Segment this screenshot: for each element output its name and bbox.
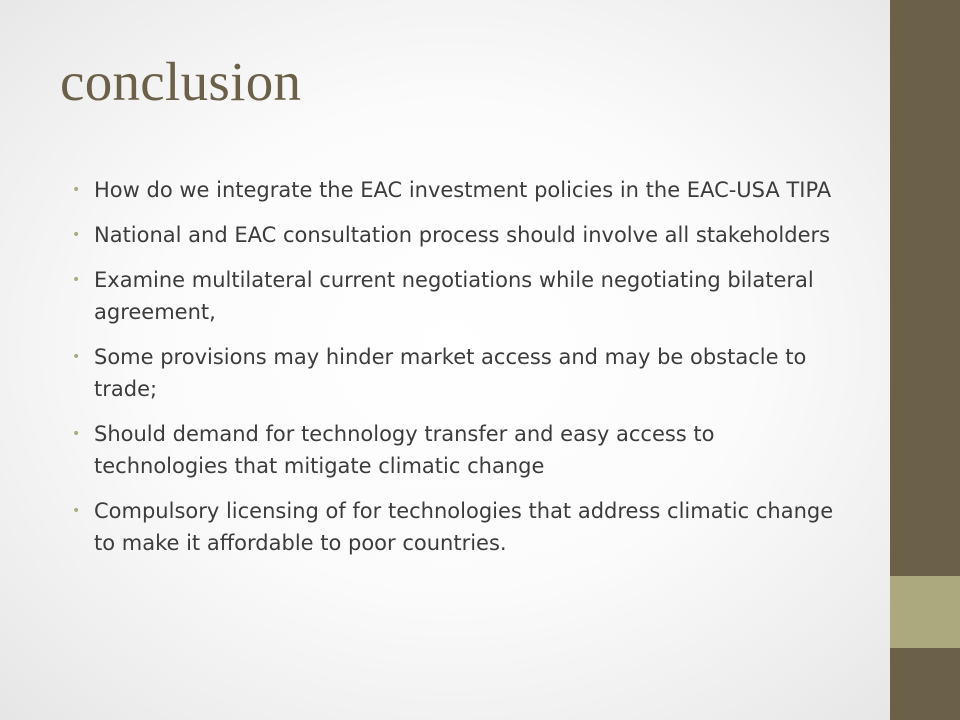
slide-title: conclusion bbox=[60, 51, 302, 112]
bullet-item bbox=[72, 418, 842, 482]
bullet-text: Compulsory licensing of for technologies that address climatic change to make it affordable to poor countries. bbox=[94, 499, 834, 555]
bullet-icon: • bbox=[72, 349, 81, 365]
sidebar-accent-band bbox=[890, 576, 960, 648]
bullet-icon: • bbox=[72, 227, 81, 243]
bullet-item bbox=[72, 264, 842, 328]
bullet-list bbox=[72, 174, 842, 572]
bullet-icon: • bbox=[72, 426, 81, 442]
bullet-icon: • bbox=[72, 503, 81, 519]
bullet-text: Examine multilateral current negotiations while negotiating bilateral agreement, bbox=[94, 268, 814, 324]
decorative-sidebar bbox=[890, 0, 960, 720]
bullet-text: National and EAC consultation process should involve all stakeholders bbox=[94, 223, 831, 247]
bullet-text: Should demand for technology transfer and easy access to technologies that mitigate climatic change bbox=[94, 422, 715, 478]
bullet-icon: • bbox=[72, 272, 81, 288]
bullet-item bbox=[72, 495, 842, 559]
bullet-item bbox=[72, 341, 842, 405]
bullet-item bbox=[72, 174, 842, 206]
bullet-text: How do we integrate the EAC investment policies in the EAC-USA TIPA bbox=[94, 178, 832, 202]
bullet-text: Some provisions may hinder market access and may be obstacle to trade; bbox=[94, 345, 807, 401]
bullet-icon: • bbox=[72, 182, 81, 198]
bullet-item bbox=[72, 219, 842, 251]
